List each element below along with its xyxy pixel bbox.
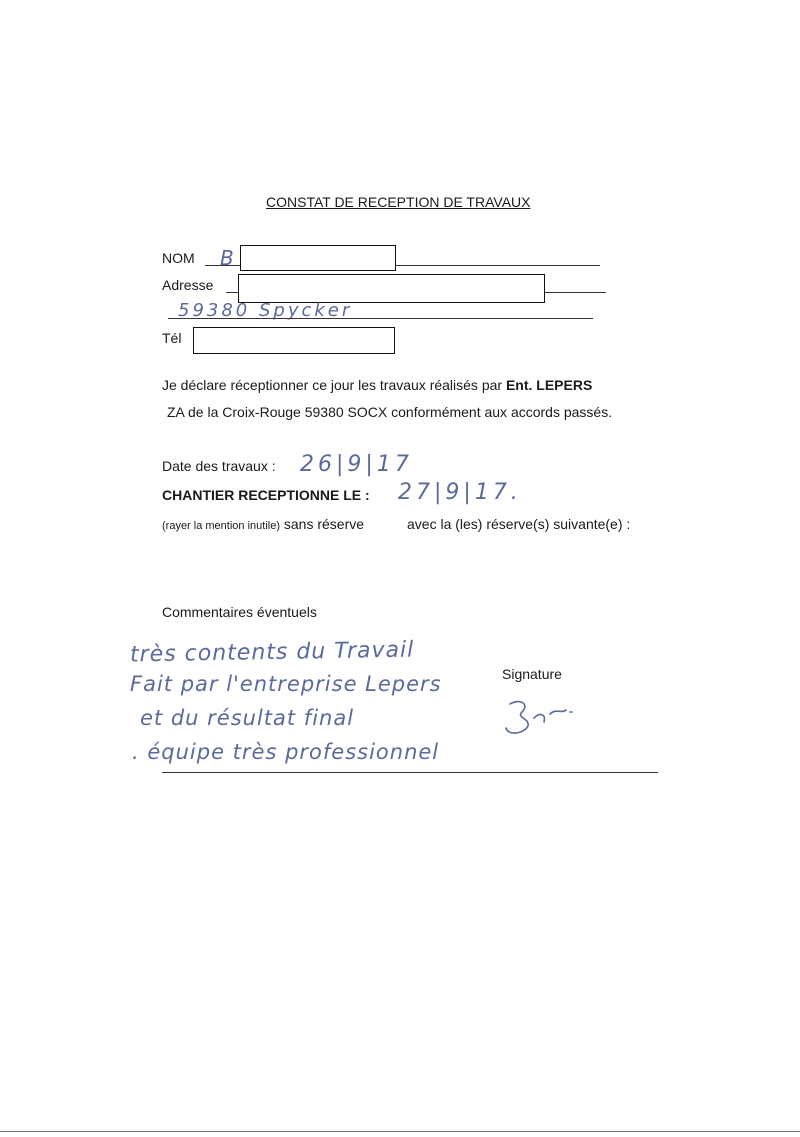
signature-mark (500, 696, 580, 742)
comment-line-1: très contents du Travail (129, 637, 415, 668)
date-travaux-value: 26|9|17 (300, 452, 413, 477)
adresse-redaction-box (238, 274, 545, 303)
comments-label: Commentaires éventuels (162, 604, 317, 620)
signature-label: Signature (502, 666, 562, 682)
tel-redaction-box (193, 327, 395, 354)
declaration-line-1 (162, 377, 592, 393)
nom-label: NOM (162, 250, 195, 266)
reserve-note: (rayer la mention inutile) (162, 520, 280, 532)
signature-stroke (506, 702, 572, 734)
tel-label: Tél (162, 330, 182, 346)
avec-reserve-option: avec la (les) réserve(s) suivante(e) : (407, 516, 631, 532)
comment-line-3: et du résultat final (140, 706, 355, 730)
page-edge (0, 1131, 800, 1132)
reserve-line (162, 516, 364, 532)
nom-handwritten: B (220, 246, 235, 270)
reception-date-value: 27|9|17. (398, 480, 522, 505)
reception-label: CHANTIER RECEPTIONNE LE : (162, 487, 370, 503)
sans-reserve-option: sans réserve (283, 516, 365, 532)
adresse-handwritten: 59380 Spycker (178, 300, 353, 321)
declaration-text: Je déclare réceptionner ce jour les travaux réalisés par (162, 377, 506, 393)
comment-line-4: . équipe très professionnel (132, 740, 440, 764)
adresse-label: Adresse (162, 277, 214, 293)
declaration-line-2: ZA de la Croix-Rouge 59380 SOCX conformément aux accords passés. (167, 404, 613, 420)
company-name: Ent. LEPERS (505, 377, 593, 393)
adresse-line-2 (168, 318, 593, 319)
comments-line (162, 772, 658, 773)
comment-line-2: Fait par l'entreprise Lepers (130, 672, 442, 696)
date-travaux-label: Date des travaux : (162, 458, 276, 474)
nom-redaction-box (240, 245, 396, 271)
document-title: CONSTAT DE RECEPTION DE TRAVAUX (266, 194, 531, 210)
